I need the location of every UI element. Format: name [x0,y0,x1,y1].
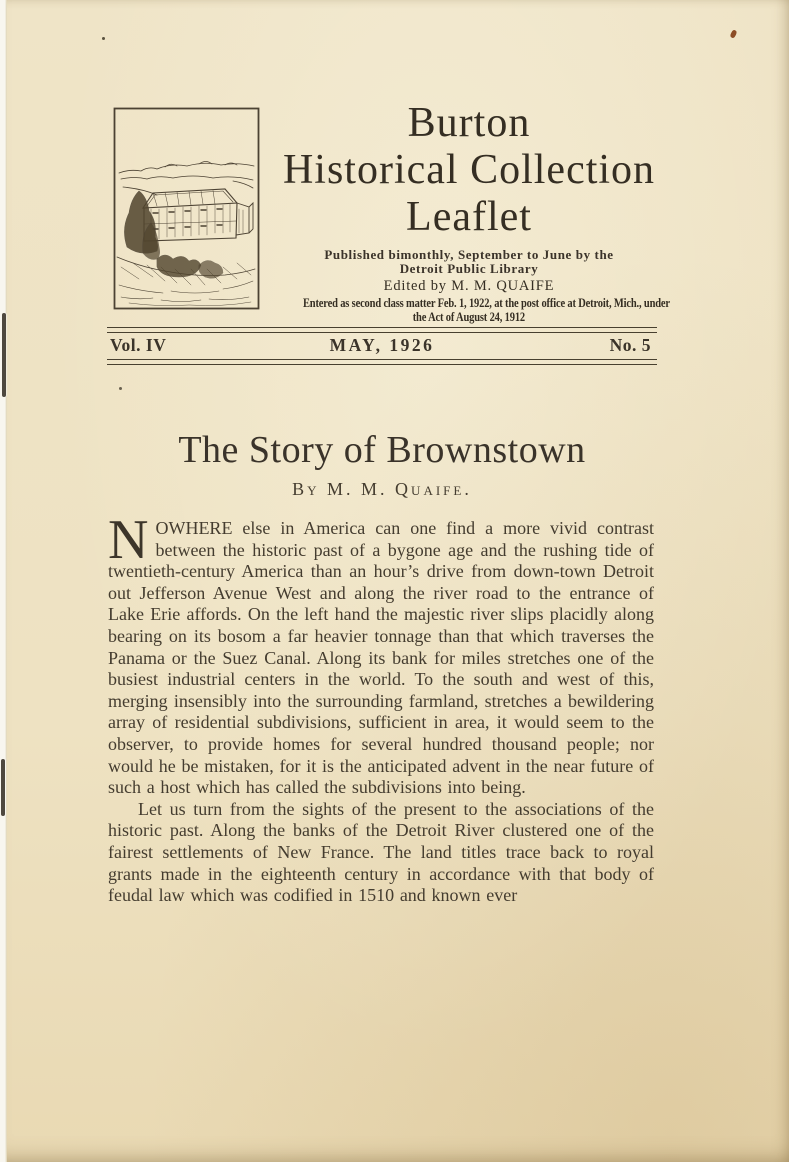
scan-edge [0,0,7,1162]
masthead-edited-by: Edited by M. M. QUAIFE [383,278,555,294]
article-title: The Story of Brownstown [178,429,586,471]
masthead-title-line1: Burton [407,100,531,146]
masthead [268,100,670,324]
staple-mark-top [2,313,6,397]
article-byline: By M. M. Quaife. [292,479,472,499]
masthead-published-line1: Published bimonthly, September to June by the [324,247,614,262]
staple-mark-bottom [1,759,5,816]
masthead-published-line2: Detroit Public Library [399,261,539,276]
masthead-title-line3: Leaflet [406,194,532,240]
masthead-illustration [113,107,260,310]
masthead-entry-notice [268,297,670,324]
ink-speck [119,387,122,390]
masthead-title-line2: Historical Collection [282,147,656,193]
issue-number: No. 5 [609,335,651,355]
double-rule-top [107,327,657,333]
rust-speck [730,29,738,38]
paragraph-1-text: OWHERE else in America can one find a more vivid contrast between the historic past of a bygone age and the rushing tide of twentieth-century America than an hour’s drive from down-town Detroit out Jefferson Avenue West and along the river road to the entrance of Lake Erie affords. On the left hand the majestic river slips placidly along bearing on its bosom a far heavier tonnage than that which traverses the Panama or the Suez Canal. Along its bank for miles stretches one of the busiest industrial centers in the world. To the south and west of this, merging insensibly into the surrounding farmland, stretches a bewildering array of residential subdivisions, sufficient in area, it would seem to the observer, to provide homes for several hundred thousand people; nor would he be mistaken, for it is the anticipated advent in the near future of such a host which has called the subdivisions into being. [108,518,654,798]
issue-line [107,335,657,357]
issue-date: MAY, 1926 [329,335,435,355]
entry-notice-line2: the Act of August 24, 1912 [412,309,526,324]
ink-speck [102,37,105,40]
issue-volume: Vol. IV [110,335,167,355]
entry-notice-line1: Entered as second class matter Feb. 1, 1922, at the post office at Detroit, Mich., under [302,296,670,310]
double-rule-bottom [107,359,657,365]
article-body [108,509,654,907]
drop-cap: N [108,509,149,571]
article-paragraph-1 [108,509,654,799]
article-paragraph-2: Let us turn from the sights of the present to the associations of the historic past. Along the banks of the Detroit River clustered one of the fairest settlements of New France. The land titles trace back to royal grants made in the eighteenth century in accordance with that body of feudal law which was codified in 1510 and known ever [108,798,654,906]
